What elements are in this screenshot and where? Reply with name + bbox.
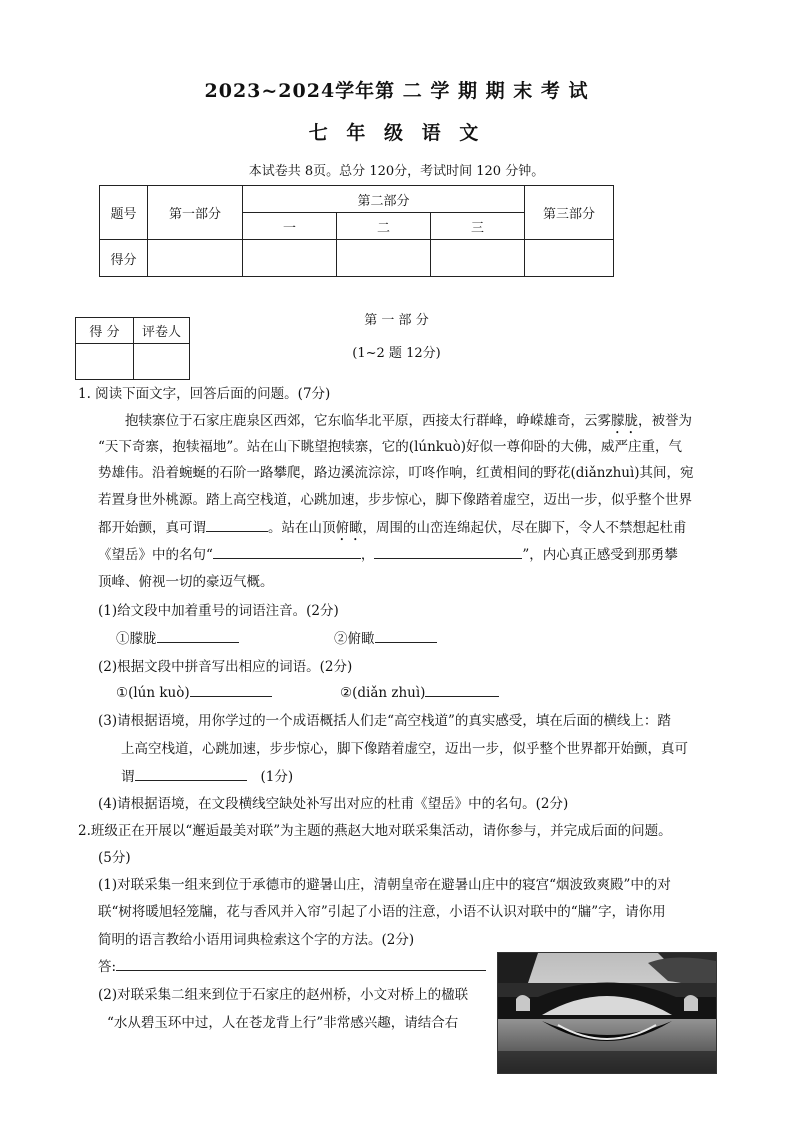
part1-range: (1~2 题 12分) <box>352 346 441 361</box>
answer-blank-dianzhui[interactable] <box>425 682 499 697</box>
bridge-photo-icon <box>498 953 716 1073</box>
score-table-header-part1: 第一部分 <box>148 186 243 240</box>
q2-stem-line-1: 2.班级正在开展以“邂逅最美对联”为主题的燕赵大地对联采集活动，请你参与，并完成后面的问题。 <box>78 823 672 839</box>
q1-sub1-b: ②俯瞰 <box>334 627 437 647</box>
score-cell[interactable] <box>148 240 243 277</box>
q1-sub3-line-1: (3)请根据语境，用你学过的一个成语概括人们走“高空栈道”的真实感受，填在后面的横线上：踏 <box>98 713 671 729</box>
q1-sub3-line-2: 上高空栈道，心跳加速，步步惊心，脚下像踏着虚空，迈出一步，似乎整个世界都开始颤，真可 <box>121 741 688 757</box>
grader-box-grader-label: 评卷人 <box>134 318 190 344</box>
q1-stem: 1. 阅读下面文字，回答后面的问题。(7分) <box>78 386 331 402</box>
q2-sub2-line-1: (2)对联采集二组来到位于石家庄的赵州桥，小文对桥上的楹联 <box>98 987 469 1003</box>
idiom-blank[interactable] <box>206 517 268 532</box>
q1-passage-line-7: 顶峰、俯视一切的豪迈气概。 <box>98 574 274 590</box>
score-table-sub-2: 二 <box>337 213 431 240</box>
grader-box-score-label: 得 分 <box>76 318 134 344</box>
score-table-sub-3: 三 <box>431 213 525 240</box>
answer-blank-idiom[interactable] <box>135 766 247 781</box>
bridge-photo <box>497 952 717 1074</box>
score-table-sub-1: 一 <box>243 213 337 240</box>
score-cell[interactable] <box>431 240 525 277</box>
q1-sub2-a: ①(lún kuò) <box>116 682 272 701</box>
q1-sub3-line-3: 谓 (1分) <box>121 765 293 785</box>
score-cell[interactable] <box>243 240 337 277</box>
q2-answer-line: 答: <box>98 955 486 975</box>
exam-subtitle: 七 年 级 语 文 <box>308 122 485 144</box>
q1-sub2: (2)根据文段中拼音写出相应的词语。(2分) <box>98 659 353 675</box>
q1-passage-line-5: 都开始颤，真可谓 。站在山顶俯瞰，周围的山峦连绵起伏，尽在脚下，令人不禁想起杜甫 <box>98 516 687 544</box>
score-cell[interactable] <box>525 240 614 277</box>
score-cell[interactable] <box>337 240 431 277</box>
q2-sub2-line-2: “水从碧玉环中过，人在苍龙背上行”非常感兴趣，请结合右 <box>107 1015 459 1031</box>
exam-title: 2023~2024学年第 二 学 期 期 末 考 试 <box>204 80 589 102</box>
emphasized-word-fukan: 俯瞰 <box>335 520 363 536</box>
answer-blank-menglong[interactable] <box>157 628 239 643</box>
exam-intro: 本试卷共 8页。总分 120分，考试时间 120 分钟。 <box>248 164 545 179</box>
score-table <box>99 185 614 277</box>
q1-passage-line-2: “天下奇寨，抱犊福地”。站在山下眺望抱犊寨，它的(lúnkuò)好似一尊仰卧的大佛，威严庄重，气 <box>98 439 683 455</box>
q1-passage-line-1: 抱犊寨位于石家庄鹿泉区西郊，它东临华北平原，西接太行群峰，峥嵘雄奇，云雾朦胧，被誉为 <box>125 413 692 429</box>
q2-stem-line-2: (5分) <box>98 850 131 866</box>
answer-blank-fukan[interactable] <box>375 628 437 643</box>
q1-sub2-b: ②(diǎn zhuì) <box>340 682 499 701</box>
poem-blank-2[interactable] <box>374 544 522 559</box>
emphasized-word-menglong: 朦胧 <box>611 413 638 429</box>
answer-blank-q2-1[interactable] <box>116 956 486 971</box>
q1-passage-line-6: 《望岳》中的名句“ ， ”，内心真正感受到那勇攀 <box>98 543 678 563</box>
poem-blank-1[interactable] <box>213 544 361 559</box>
q1-sub1: (1)给文段中加着重号的词语注音。(2分) <box>98 603 339 619</box>
q1-sub4: (4)请根据语境，在文段横线空缺处补写出对应的杜甫《望岳》中的名句。(2分) <box>98 796 569 812</box>
score-table-header-tihao: 题号 <box>100 186 148 240</box>
q1-passage-line-3: 势雄伟。沿着蜿蜒的石阶一路攀爬，路边溪流淙淙，叮咚作响，红黄相间的野花(diǎnzhuì)其间，宛 <box>98 465 694 481</box>
score-table-row-defen: 得分 <box>100 240 148 277</box>
q2-sub1-line-3: 简明的语言教给小语用词典检索这个字的方法。(2分) <box>98 932 415 948</box>
score-table-header-part3: 第三部分 <box>525 186 614 240</box>
q1-passage-line-4: 若置身世外桃源。踏上高空栈道，心跳加速，步步惊心，脚下像踏着虚空，迈出一步，似乎整个世界 <box>98 492 692 508</box>
answer-blank-lunkuo[interactable] <box>190 682 272 697</box>
part1-heading: 第 一 部 分 <box>364 313 429 328</box>
q1-sub1-a: ①朦胧 <box>116 627 239 647</box>
q2-sub1-line-1: (1)对联采集一组来到位于承德市的避暑山庄，清朝皇帝在避暑山庄中的寝宫“烟波致爽殿”中的对 <box>98 877 671 893</box>
q2-sub1-line-2: 联“树将暖旭轻笼牖，花与香风并入帘”引起了小语的注意，小语不认识对联中的“牖”字，请你用 <box>98 904 666 920</box>
score-table-header-part2: 第二部分 <box>243 186 525 213</box>
